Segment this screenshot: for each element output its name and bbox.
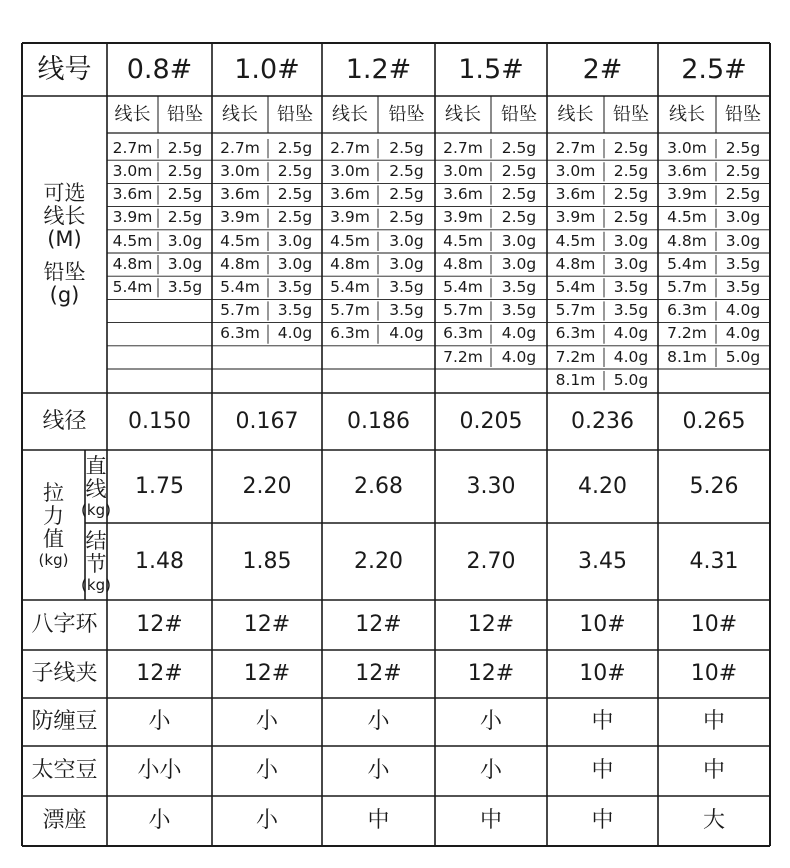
row-value: 小 bbox=[367, 758, 390, 783]
option-weight: 3.0g bbox=[167, 254, 203, 273]
row-label: 子线夹 bbox=[31, 661, 98, 686]
option-length: 5.4m bbox=[112, 278, 153, 297]
option-length: 7.2m bbox=[555, 347, 596, 366]
option-length: 5.7m bbox=[667, 278, 707, 297]
row-value: 小 bbox=[255, 808, 278, 833]
option-weight: 3.0g bbox=[613, 231, 649, 250]
knot-value: 4.31 bbox=[689, 548, 739, 574]
option-length: 3.0m bbox=[667, 138, 707, 157]
options-label-line: 铅坠 bbox=[43, 260, 86, 284]
diameter-value: 0.265 bbox=[682, 408, 746, 434]
straight-value: 1.75 bbox=[135, 473, 184, 499]
option-weight: 2.5g bbox=[277, 138, 313, 157]
option-weight: 2.5g bbox=[613, 162, 649, 181]
size-header: 0.8# bbox=[126, 54, 193, 85]
size-header: 1.2# bbox=[345, 54, 412, 85]
row-value: 中 bbox=[591, 758, 614, 783]
row-value: 小小 bbox=[137, 758, 182, 783]
option-length: 5.4m bbox=[667, 254, 707, 273]
option-weight: 3.5g bbox=[389, 301, 424, 320]
option-length: 4.5m bbox=[220, 231, 260, 250]
option-length: 3.9m bbox=[112, 208, 153, 227]
straight-label-unit: (kg) bbox=[81, 500, 111, 519]
straight-value: 2.20 bbox=[242, 473, 292, 499]
row-value: 中 bbox=[367, 808, 390, 833]
size-header: 1.5# bbox=[458, 54, 524, 85]
option-weight: 4.0g bbox=[277, 324, 313, 343]
options-label-line: 线长 bbox=[43, 204, 86, 228]
option-weight: 3.0g bbox=[277, 231, 313, 250]
options-label bbox=[22, 96, 107, 393]
option-length: 3.6m bbox=[220, 185, 260, 204]
tension-label-char: 拉 bbox=[43, 480, 64, 505]
diameter-label: 线径 bbox=[42, 408, 87, 434]
option-weight: 4.0g bbox=[501, 347, 537, 366]
subheader-length: 线长 bbox=[114, 103, 151, 125]
option-length: 5.4m bbox=[555, 278, 596, 297]
row-value: 12# bbox=[355, 661, 402, 686]
subheader-weight: 铅坠 bbox=[388, 103, 425, 125]
row-label: 防缠豆 bbox=[31, 709, 98, 734]
row-value: 10# bbox=[579, 661, 626, 686]
knot-value: 1.85 bbox=[242, 548, 292, 574]
row-value: 小 bbox=[255, 758, 278, 783]
option-weight: 3.0g bbox=[725, 208, 761, 227]
option-weight: 3.0g bbox=[501, 254, 537, 273]
row-value: 中 bbox=[702, 758, 725, 783]
option-weight: 3.0g bbox=[613, 254, 649, 273]
subheader-length: 线长 bbox=[332, 103, 368, 125]
option-weight: 3.0g bbox=[725, 231, 761, 250]
option-length: 4.8m bbox=[443, 254, 483, 273]
size-header: 1.0# bbox=[234, 54, 300, 85]
subheader-weight: 铅坠 bbox=[501, 103, 537, 125]
option-weight: 2.5g bbox=[613, 185, 649, 204]
row-value: 10# bbox=[690, 661, 738, 686]
option-weight: 5.0g bbox=[613, 370, 649, 389]
knot-label bbox=[81, 523, 111, 600]
subheader-weight: 铅坠 bbox=[167, 103, 203, 125]
knot-label-char: 结 bbox=[85, 528, 107, 553]
option-length: 5.7m bbox=[443, 301, 483, 320]
subheader-length: 线长 bbox=[445, 103, 481, 125]
subheader-length: 线长 bbox=[557, 103, 594, 125]
knot-label-unit: (kg) bbox=[81, 575, 111, 594]
row-value: 12# bbox=[355, 612, 402, 637]
option-weight: 2.5g bbox=[277, 162, 313, 181]
option-length: 2.7m bbox=[330, 138, 370, 157]
option-weight: 2.5g bbox=[501, 162, 537, 181]
option-weight: 4.0g bbox=[389, 324, 424, 343]
row-value: 10# bbox=[579, 612, 626, 637]
row-label: 八字环 bbox=[31, 612, 98, 637]
option-weight: 3.5g bbox=[501, 278, 537, 297]
row-value: 12# bbox=[136, 612, 183, 637]
subheader-weight: 铅坠 bbox=[725, 103, 761, 125]
option-weight: 2.5g bbox=[389, 208, 424, 227]
option-weight: 2.5g bbox=[389, 162, 424, 181]
row-value: 小 bbox=[479, 709, 502, 734]
option-length: 3.0m bbox=[555, 162, 596, 181]
subheader-length: 线长 bbox=[222, 103, 258, 125]
option-length: 4.5m bbox=[667, 208, 707, 227]
straight-value: 4.20 bbox=[578, 473, 627, 499]
option-length: 3.6m bbox=[555, 185, 596, 204]
option-weight: 3.0g bbox=[389, 254, 424, 273]
option-length: 8.1m bbox=[667, 347, 707, 366]
option-weight: 3.5g bbox=[725, 278, 761, 297]
option-length: 6.3m bbox=[443, 324, 483, 343]
option-length: 4.8m bbox=[112, 254, 153, 273]
option-length: 3.9m bbox=[555, 208, 596, 227]
option-length: 4.5m bbox=[443, 231, 483, 250]
option-length: 5.7m bbox=[555, 301, 596, 320]
tension-label bbox=[22, 450, 85, 600]
row-value: 10# bbox=[690, 612, 738, 637]
knot-value: 2.70 bbox=[466, 548, 516, 574]
option-length: 4.8m bbox=[220, 254, 260, 273]
option-weight: 2.5g bbox=[167, 185, 203, 204]
option-length: 5.4m bbox=[443, 278, 483, 297]
straight-label-char: 线 bbox=[85, 476, 107, 501]
tension-label-char: 力 bbox=[43, 503, 64, 528]
option-length: 6.3m bbox=[555, 324, 596, 343]
option-weight: 2.5g bbox=[277, 208, 313, 227]
option-length: 2.7m bbox=[443, 138, 483, 157]
option-weight: 3.5g bbox=[613, 301, 649, 320]
option-length: 7.2m bbox=[443, 347, 483, 366]
row-value: 12# bbox=[243, 661, 291, 686]
option-weight: 2.5g bbox=[389, 138, 424, 157]
size-header: 2# bbox=[582, 54, 623, 85]
row-value: 中 bbox=[479, 808, 502, 833]
row-value: 中 bbox=[702, 709, 725, 734]
tension-label-char: 值 bbox=[43, 526, 64, 551]
option-weight: 2.5g bbox=[167, 138, 203, 157]
tension-unit: (kg) bbox=[38, 550, 69, 569]
option-weight: 2.5g bbox=[725, 185, 761, 204]
row-value: 中 bbox=[591, 808, 614, 833]
option-length: 4.8m bbox=[330, 254, 370, 273]
option-length: 3.0m bbox=[112, 162, 153, 181]
option-length: 7.2m bbox=[667, 324, 707, 343]
option-weight: 2.5g bbox=[613, 208, 649, 227]
option-length: 2.7m bbox=[220, 138, 260, 157]
size-header: 2.5# bbox=[681, 54, 747, 85]
option-weight: 2.5g bbox=[725, 162, 761, 181]
option-weight: 3.5g bbox=[277, 301, 313, 320]
straight-value: 2.68 bbox=[354, 473, 403, 499]
row-value: 12# bbox=[467, 612, 515, 637]
option-length: 5.7m bbox=[220, 301, 260, 320]
option-length: 3.0m bbox=[330, 162, 370, 181]
row-value: 小 bbox=[255, 709, 278, 734]
row-label: 太空豆 bbox=[31, 758, 98, 783]
option-weight: 4.0g bbox=[501, 324, 537, 343]
row-value: 12# bbox=[136, 661, 183, 686]
row-value: 中 bbox=[591, 709, 614, 734]
option-length: 6.3m bbox=[667, 301, 707, 320]
option-weight: 3.5g bbox=[725, 254, 761, 273]
option-weight: 4.0g bbox=[725, 324, 761, 343]
options-label-line: (g) bbox=[49, 283, 80, 307]
option-weight: 4.0g bbox=[613, 324, 649, 343]
row-value: 小 bbox=[367, 709, 390, 734]
row-label: 漂座 bbox=[42, 808, 87, 833]
subheader-length: 线长 bbox=[669, 103, 705, 125]
header-label: 线号 bbox=[37, 54, 92, 85]
straight-value: 3.30 bbox=[466, 473, 516, 499]
option-length: 4.5m bbox=[112, 231, 153, 250]
option-weight: 4.0g bbox=[725, 301, 761, 320]
option-weight: 3.5g bbox=[167, 278, 203, 297]
diameter-value: 0.205 bbox=[459, 408, 523, 434]
option-weight: 2.5g bbox=[501, 208, 537, 227]
subheader-weight: 铅坠 bbox=[613, 103, 649, 125]
row-value: 12# bbox=[243, 612, 291, 637]
option-weight: 4.0g bbox=[613, 347, 649, 366]
option-weight: 3.5g bbox=[501, 301, 537, 320]
straight-label-char: 直 bbox=[85, 453, 107, 478]
option-length: 6.3m bbox=[330, 324, 370, 343]
option-weight: 3.0g bbox=[277, 254, 313, 273]
option-length: 5.4m bbox=[330, 278, 370, 297]
option-length: 8.1m bbox=[555, 370, 596, 389]
option-length: 3.9m bbox=[667, 185, 707, 204]
option-length: 2.7m bbox=[112, 138, 153, 157]
option-weight: 2.5g bbox=[725, 138, 761, 157]
option-weight: 3.0g bbox=[501, 231, 537, 250]
option-weight: 3.5g bbox=[389, 278, 424, 297]
knot-value: 3.45 bbox=[578, 548, 627, 574]
diameter-value: 0.150 bbox=[128, 408, 191, 434]
option-length: 5.7m bbox=[330, 301, 370, 320]
option-weight: 2.5g bbox=[277, 185, 313, 204]
row-value: 小 bbox=[148, 709, 171, 734]
option-length: 6.3m bbox=[220, 324, 260, 343]
option-length: 4.5m bbox=[330, 231, 370, 250]
option-weight: 2.5g bbox=[613, 138, 649, 157]
option-length: 4.5m bbox=[555, 231, 596, 250]
knot-value: 2.20 bbox=[354, 548, 403, 574]
option-weight: 2.5g bbox=[501, 185, 537, 204]
diameter-value: 0.167 bbox=[235, 408, 299, 434]
option-weight: 3.0g bbox=[167, 231, 203, 250]
row-value: 小 bbox=[479, 758, 502, 783]
option-length: 3.6m bbox=[667, 162, 707, 181]
option-length: 3.6m bbox=[330, 185, 370, 204]
row-value: 小 bbox=[148, 808, 171, 833]
option-length: 2.7m bbox=[555, 138, 596, 157]
option-weight: 3.5g bbox=[277, 278, 313, 297]
knot-label-char: 节 bbox=[85, 551, 107, 576]
option-length: 3.9m bbox=[443, 208, 483, 227]
option-weight: 3.5g bbox=[613, 278, 649, 297]
option-length: 4.8m bbox=[555, 254, 596, 273]
options-label-line: (M) bbox=[47, 227, 82, 251]
option-length: 5.4m bbox=[220, 278, 260, 297]
knot-value: 1.48 bbox=[135, 548, 184, 574]
option-weight: 3.0g bbox=[389, 231, 424, 250]
option-length: 3.0m bbox=[220, 162, 260, 181]
option-weight: 2.5g bbox=[167, 208, 203, 227]
subheader-weight: 铅坠 bbox=[277, 103, 313, 125]
option-length: 3.9m bbox=[330, 208, 370, 227]
diameter-value: 0.236 bbox=[571, 408, 634, 434]
options-label-line: 可选 bbox=[43, 181, 86, 205]
option-weight: 5.0g bbox=[725, 347, 761, 366]
option-length: 3.9m bbox=[220, 208, 260, 227]
row-value: 12# bbox=[467, 661, 515, 686]
straight-value: 5.26 bbox=[689, 473, 739, 499]
option-weight: 2.5g bbox=[167, 162, 203, 181]
straight-label bbox=[81, 450, 111, 523]
option-weight: 2.5g bbox=[501, 138, 537, 157]
option-length: 3.6m bbox=[443, 185, 483, 204]
diameter-value: 0.186 bbox=[347, 408, 410, 434]
option-length: 4.8m bbox=[667, 231, 707, 250]
option-length: 3.0m bbox=[443, 162, 483, 181]
option-length: 3.6m bbox=[112, 185, 153, 204]
row-value: 大 bbox=[702, 808, 725, 833]
option-weight: 2.5g bbox=[389, 185, 424, 204]
